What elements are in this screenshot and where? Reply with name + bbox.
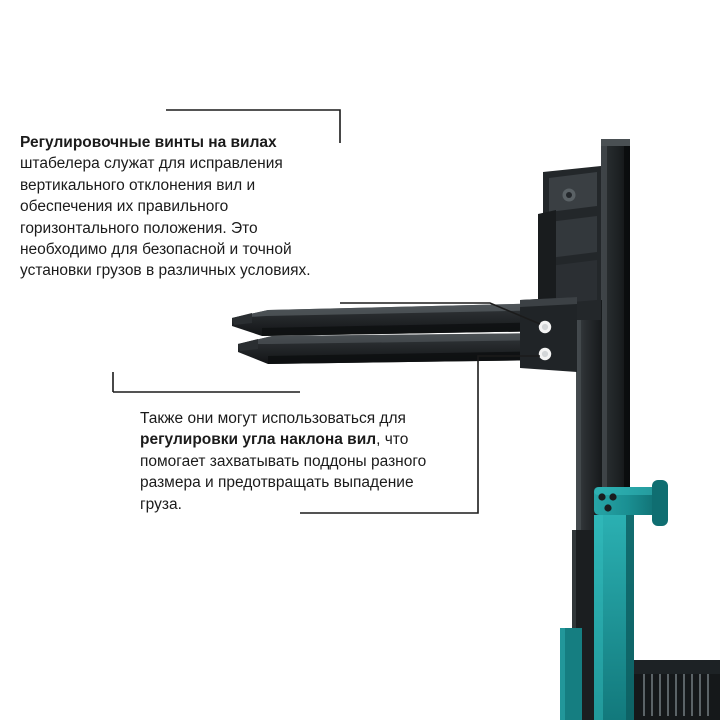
- callout-bottom-line1: Также они могут использоваться для: [140, 410, 406, 427]
- callout-top: [20, 132, 338, 282]
- callout-bottom-bold: регулировки угла наклона вил: [140, 431, 377, 449]
- callout-top-bold: Регулировочные винты на вилах: [20, 134, 277, 151]
- callout-bottom-line3: что помогает захватывать поддоны разного размера и предотвращать выпадение груза.: [140, 431, 427, 513]
- callout-top-body: штабелера служат для исправления вертикального отклонения вил и обеспечения их правильного горизонтального положения. Это необходимо для безопасной и точной установки грузов в различных условиях.: [20, 155, 311, 280]
- callout-bottom-comma: ,: [376, 431, 381, 449]
- leader-line-to-upper-screw: [340, 303, 540, 324]
- callout-bottom: [140, 408, 450, 515]
